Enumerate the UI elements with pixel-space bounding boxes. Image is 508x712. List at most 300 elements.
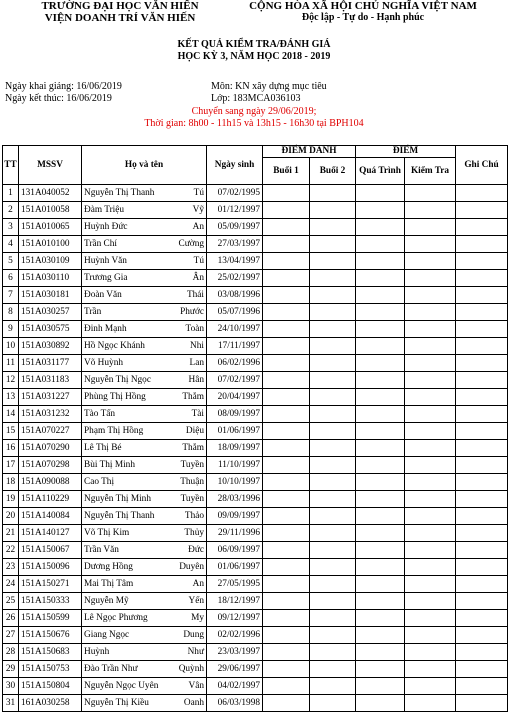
process-score-cell [356, 525, 405, 542]
student-first-name: Hân [188, 374, 204, 385]
session-2-cell [310, 321, 356, 338]
row-number: 12 [3, 372, 19, 389]
student-first-name: Dung [183, 629, 204, 640]
student-dob: 27/05/1995 [207, 576, 263, 593]
session-1-cell [263, 542, 310, 559]
student-last-name: Trương Gia [84, 272, 128, 283]
col-header-dob: Ngày sinh [207, 146, 263, 185]
process-score-cell [356, 627, 405, 644]
session-2-cell [310, 644, 356, 661]
exam-score-cell [405, 389, 456, 406]
student-name [82, 627, 207, 644]
row-number: 10 [3, 338, 19, 355]
student-name [82, 406, 207, 423]
exam-score-cell [405, 508, 456, 525]
student-last-name: Nguyễn Thị Thanh [84, 510, 155, 521]
note-cell [456, 406, 508, 423]
exam-score-cell [405, 304, 456, 321]
student-first-name: Diệu [185, 425, 204, 436]
session-2-cell [310, 695, 356, 712]
student-id: 151A110229 [19, 491, 82, 508]
row-number: 9 [3, 321, 19, 338]
student-first-name: An [192, 578, 204, 589]
student-dob: 17/11/1997 [207, 338, 263, 355]
note-cell [456, 253, 508, 270]
row-number: 21 [3, 525, 19, 542]
student-dob: 05/07/1996 [207, 304, 263, 321]
session-2-cell [310, 185, 356, 202]
student-dob: 03/08/1996 [207, 287, 263, 304]
table-row [3, 508, 508, 525]
student-first-name: Yến [188, 595, 204, 606]
student-first-name: An [192, 221, 204, 232]
session-2-cell [310, 627, 356, 644]
row-number: 19 [3, 491, 19, 508]
reschedule-notice: Chuyển sang ngày 29/06/2019; [191, 106, 317, 117]
row-number: 23 [3, 559, 19, 576]
note-cell [456, 576, 508, 593]
institution-header [0, 0, 240, 24]
student-dob: 02/02/1996 [207, 627, 263, 644]
student-dob: 23/03/1997 [207, 644, 263, 661]
student-dob: 29/06/1997 [207, 661, 263, 678]
student-id: 151A070290 [19, 440, 82, 457]
note-cell [456, 644, 508, 661]
student-last-name: Huỳnh Văn [84, 255, 127, 266]
student-name [82, 372, 207, 389]
exam-score-cell [405, 576, 456, 593]
row-number: 13 [3, 389, 19, 406]
student-dob: 18/12/1997 [207, 593, 263, 610]
col-header-attendance: ĐIỂM DANH [263, 146, 356, 158]
note-cell [456, 355, 508, 372]
col-header-session-1: Buổi 1 [263, 158, 310, 185]
table-row [3, 593, 508, 610]
student-last-name: Nguyễn Thị Minh [84, 493, 151, 504]
student-id: 161A030258 [19, 695, 82, 712]
class-code: Lớp: 183MCA036103 [211, 93, 301, 104]
row-number: 27 [3, 627, 19, 644]
process-score-cell [356, 695, 405, 712]
student-id: 151A031183 [19, 372, 82, 389]
note-cell [456, 508, 508, 525]
row-number: 1 [3, 185, 19, 202]
session-1-cell [263, 678, 310, 695]
student-last-name: Nguyễn Thị Thanh [84, 187, 155, 198]
student-id: 151A031232 [19, 406, 82, 423]
national-header [218, 0, 508, 24]
row-number: 4 [3, 236, 19, 253]
session-1-cell [263, 525, 310, 542]
note-cell [456, 678, 508, 695]
exam-score-cell [405, 559, 456, 576]
student-first-name: Toàn [185, 323, 204, 334]
student-first-name: Tú [193, 187, 204, 198]
student-first-name: Quỳnh [178, 663, 204, 674]
note-cell [456, 338, 508, 355]
col-header-exam: Kiểm Tra [405, 158, 456, 185]
row-number: 3 [3, 219, 19, 236]
student-dob: 28/03/1996 [207, 491, 263, 508]
row-number: 22 [3, 542, 19, 559]
note-cell [456, 270, 508, 287]
note-cell [456, 389, 508, 406]
note-cell [456, 423, 508, 440]
session-2-cell [310, 542, 356, 559]
col-header-score: ĐIỂM [356, 146, 456, 158]
student-id: 151A010058 [19, 202, 82, 219]
exam-score-cell [405, 287, 456, 304]
student-id: 151A070298 [19, 457, 82, 474]
student-last-name: Bùi Thị Minh [84, 459, 135, 470]
process-score-cell [356, 338, 405, 355]
student-id: 151A090088 [19, 474, 82, 491]
exam-score-cell [405, 525, 456, 542]
table-row [3, 338, 508, 355]
exam-score-cell [405, 372, 456, 389]
student-name [82, 542, 207, 559]
session-1-cell [263, 610, 310, 627]
student-last-name: Võ Thị Kim [84, 527, 130, 538]
table-row [3, 678, 508, 695]
session-1-cell [263, 491, 310, 508]
process-score-cell [356, 321, 405, 338]
title-line-2: HỌC KỲ 3, NĂM HỌC 2018 - 2019 [177, 51, 331, 62]
institute-name: VIỆN DOANH TRÍ VĂN HIẾN [44, 12, 196, 24]
process-score-cell [356, 593, 405, 610]
process-score-cell [356, 406, 405, 423]
student-first-name: Tú [193, 255, 204, 266]
student-id: 151A150271 [19, 576, 82, 593]
note-cell [456, 627, 508, 644]
student-dob: 25/02/1997 [207, 270, 263, 287]
student-id: 151A030109 [19, 253, 82, 270]
process-score-cell [356, 661, 405, 678]
schedule-notice: Thời gian: 8h00 - 11h15 và 13h15 - 16h30 tại BPH104 [144, 118, 364, 129]
session-2-cell [310, 236, 356, 253]
exam-score-cell [405, 661, 456, 678]
student-first-name: Oanh [183, 697, 204, 708]
student-first-name: Tuyền [180, 459, 204, 470]
row-number: 14 [3, 406, 19, 423]
session-1-cell [263, 202, 310, 219]
session-1-cell [263, 338, 310, 355]
session-2-cell [310, 270, 356, 287]
session-2-cell [310, 678, 356, 695]
document-title [0, 39, 508, 63]
process-score-cell [356, 219, 405, 236]
process-score-cell [356, 372, 405, 389]
student-id: 151A150333 [19, 593, 82, 610]
student-name [82, 338, 207, 355]
note-cell [456, 542, 508, 559]
student-name [82, 457, 207, 474]
table-row [3, 287, 508, 304]
row-number: 5 [3, 253, 19, 270]
note-cell [456, 185, 508, 202]
session-1-cell [263, 389, 310, 406]
student-last-name: Trần Văn [84, 544, 119, 555]
student-dob: 01/06/1997 [207, 559, 263, 576]
exam-score-cell [405, 202, 456, 219]
exam-score-cell [405, 440, 456, 457]
session-2-cell [310, 491, 356, 508]
note-cell [456, 321, 508, 338]
process-score-cell [356, 355, 405, 372]
student-last-name: Mai Thị Tâm [84, 578, 134, 589]
table-row [3, 457, 508, 474]
session-2-cell [310, 423, 356, 440]
student-dob: 10/10/1997 [207, 474, 263, 491]
table-row [3, 270, 508, 287]
student-first-name: Vỹ [192, 204, 204, 215]
student-dob: 07/02/1995 [207, 185, 263, 202]
student-dob: 09/12/1997 [207, 610, 263, 627]
col-header-tt: TT [3, 146, 19, 185]
student-id: 151A010065 [19, 219, 82, 236]
student-name [82, 304, 207, 321]
row-number: 16 [3, 440, 19, 457]
exam-score-cell [405, 270, 456, 287]
student-id: 151A010100 [19, 236, 82, 253]
student-dob: 29/11/1996 [207, 525, 263, 542]
session-2-cell [310, 559, 356, 576]
student-id: 151A031227 [19, 389, 82, 406]
start-date: Ngày khai giảng: 16/06/2019 [5, 81, 122, 92]
table-row [3, 644, 508, 661]
student-name [82, 287, 207, 304]
student-first-name: Thái [186, 289, 204, 300]
student-id: 151A030257 [19, 304, 82, 321]
note-cell [456, 491, 508, 508]
student-last-name: Trần [84, 306, 102, 317]
student-first-name: Như [187, 646, 204, 657]
student-name [82, 321, 207, 338]
exam-score-cell [405, 542, 456, 559]
student-dob: 13/04/1997 [207, 253, 263, 270]
student-dob: 06/02/1996 [207, 355, 263, 372]
student-id: 151A030892 [19, 338, 82, 355]
session-1-cell [263, 559, 310, 576]
session-2-cell [310, 304, 356, 321]
table-row [3, 440, 508, 457]
session-2-cell [310, 372, 356, 389]
student-dob: 20/04/1997 [207, 389, 263, 406]
student-name [82, 253, 207, 270]
student-dob: 05/09/1997 [207, 219, 263, 236]
student-dob: 18/09/1997 [207, 440, 263, 457]
student-first-name: Thảo [184, 510, 204, 521]
session-1-cell [263, 440, 310, 457]
process-score-cell [356, 542, 405, 559]
process-score-cell [356, 474, 405, 491]
student-first-name: Thuận [180, 476, 204, 487]
grade-table [2, 145, 508, 712]
note-cell [456, 236, 508, 253]
student-dob: 27/03/1997 [207, 236, 263, 253]
exam-score-cell [405, 321, 456, 338]
student-name [82, 695, 207, 712]
session-2-cell [310, 474, 356, 491]
student-first-name: Thắm [182, 442, 204, 453]
student-id: 151A150067 [19, 542, 82, 559]
student-last-name: Nguyễn Mỹ [84, 595, 129, 606]
exam-score-cell [405, 678, 456, 695]
student-id: 151A030110 [19, 270, 82, 287]
student-id: 151A150599 [19, 610, 82, 627]
exam-score-cell [405, 474, 456, 491]
note-cell [456, 372, 508, 389]
process-score-cell [356, 202, 405, 219]
process-score-cell [356, 236, 405, 253]
student-id: 151A150804 [19, 678, 82, 695]
student-last-name: Đinh Mạnh [84, 323, 127, 334]
student-name [82, 610, 207, 627]
student-id: 151A030575 [19, 321, 82, 338]
process-score-cell [356, 389, 405, 406]
process-score-cell [356, 304, 405, 321]
student-dob: 01/06/1997 [207, 423, 263, 440]
student-first-name: Vân [188, 680, 204, 691]
row-number: 2 [3, 202, 19, 219]
exam-score-cell [405, 491, 456, 508]
row-number: 25 [3, 593, 19, 610]
student-id: 151A150753 [19, 661, 82, 678]
student-name [82, 270, 207, 287]
session-2-cell [310, 338, 356, 355]
col-header-session-2: Buổi 2 [310, 158, 356, 185]
table-row [3, 253, 508, 270]
student-first-name: Duyên [179, 561, 204, 572]
student-id: 151A140084 [19, 508, 82, 525]
table-row [3, 610, 508, 627]
student-dob: 01/12/1997 [207, 202, 263, 219]
row-number: 29 [3, 661, 19, 678]
process-score-cell [356, 185, 405, 202]
row-number: 17 [3, 457, 19, 474]
session-1-cell [263, 253, 310, 270]
student-id: 151A031177 [19, 355, 82, 372]
student-id: 151A150676 [19, 627, 82, 644]
session-2-cell [310, 440, 356, 457]
session-1-cell [263, 474, 310, 491]
session-1-cell [263, 695, 310, 712]
student-last-name: Phùng Thị Hồng [84, 391, 146, 402]
student-last-name: Hồ Ngọc Khánh [84, 340, 145, 351]
table-row [3, 695, 508, 712]
session-1-cell [263, 644, 310, 661]
university-name: TRƯỜNG ĐẠI HỌC VĂN HIẾN [41, 0, 199, 12]
exam-score-cell [405, 406, 456, 423]
country-name: CỘNG HÒA XÃ HỘI CHỦ NGHĨA VIỆT NAM [249, 0, 477, 12]
row-number: 15 [3, 423, 19, 440]
note-cell [456, 610, 508, 627]
student-first-name: My [191, 612, 204, 623]
note-cell [456, 593, 508, 610]
student-last-name: Tào Tấn [84, 408, 116, 419]
exam-score-cell [405, 355, 456, 372]
session-2-cell [310, 593, 356, 610]
session-2-cell [310, 389, 356, 406]
table-row [3, 236, 508, 253]
note-cell [456, 559, 508, 576]
note-cell [456, 304, 508, 321]
student-name [82, 508, 207, 525]
row-number: 6 [3, 270, 19, 287]
row-number: 18 [3, 474, 19, 491]
col-header-name: Họ và tên [82, 146, 207, 185]
session-1-cell [263, 661, 310, 678]
note-cell [456, 287, 508, 304]
session-1-cell [263, 287, 310, 304]
student-name [82, 593, 207, 610]
table-row [3, 304, 508, 321]
note-cell [456, 474, 508, 491]
session-2-cell [310, 525, 356, 542]
col-header-note: Ghi Chú [456, 146, 508, 185]
note-cell [456, 695, 508, 712]
student-first-name: Lan [189, 357, 204, 368]
note-cell [456, 457, 508, 474]
exam-score-cell [405, 253, 456, 270]
note-cell [456, 525, 508, 542]
student-last-name: Huỳnh Đức [84, 221, 128, 232]
session-2-cell [310, 508, 356, 525]
row-number: 28 [3, 644, 19, 661]
table-row [3, 627, 508, 644]
note-cell [456, 202, 508, 219]
student-name [82, 202, 207, 219]
note-cell [456, 661, 508, 678]
student-first-name: Tuyền [180, 493, 204, 504]
table-row [3, 491, 508, 508]
process-score-cell [356, 610, 405, 627]
process-score-cell [356, 287, 405, 304]
exam-score-cell [405, 457, 456, 474]
session-1-cell [263, 304, 310, 321]
row-number: 20 [3, 508, 19, 525]
student-name [82, 491, 207, 508]
exam-score-cell [405, 695, 456, 712]
student-first-name: Thắm [182, 391, 204, 402]
student-name [82, 423, 207, 440]
process-score-cell [356, 457, 405, 474]
student-name [82, 219, 207, 236]
student-last-name: Huỳnh [84, 646, 110, 657]
student-dob: 09/09/1997 [207, 508, 263, 525]
student-first-name: Tài [191, 408, 204, 419]
student-last-name: Đoàn Văn [84, 289, 122, 300]
student-name [82, 678, 207, 695]
student-id: 151A150683 [19, 644, 82, 661]
student-dob: 11/10/1997 [207, 457, 263, 474]
student-id: 151A070227 [19, 423, 82, 440]
table-row [3, 219, 508, 236]
exam-score-cell [405, 185, 456, 202]
student-id: 151A150096 [19, 559, 82, 576]
process-score-cell [356, 423, 405, 440]
student-name [82, 661, 207, 678]
row-number: 24 [3, 576, 19, 593]
student-id: 131A040052 [19, 185, 82, 202]
note-cell [456, 219, 508, 236]
student-first-name: Phước [180, 306, 204, 317]
student-first-name: Cường [178, 238, 204, 249]
student-last-name: Nguyễn Ngọc Uyên [84, 680, 159, 691]
exam-score-cell [405, 423, 456, 440]
student-last-name: Đào Trần Như [84, 663, 138, 674]
table-row [3, 406, 508, 423]
